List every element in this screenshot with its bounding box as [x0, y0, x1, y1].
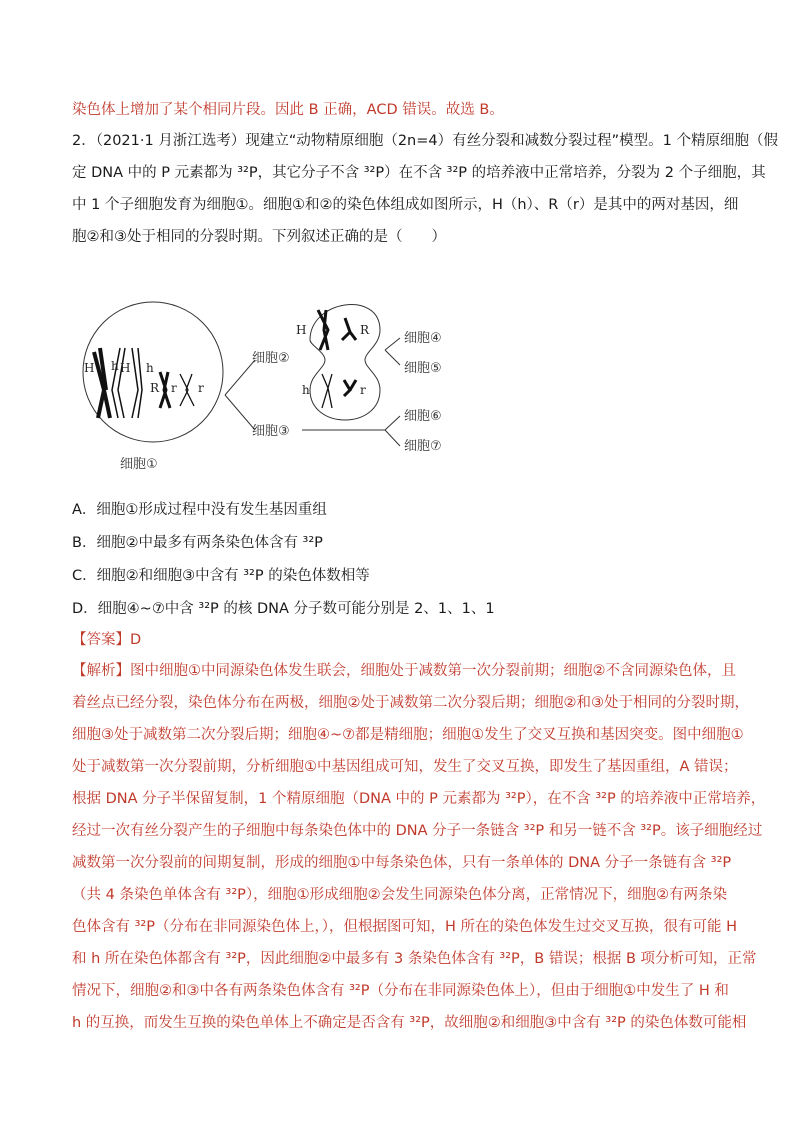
question-line-1: 2．（2021·1 月浙江选考）现建立“动物精原细胞（2n=4）有丝分裂和减数分裂过程”模型。1 个精原细胞（假	[72, 133, 778, 149]
answer-line: 【答案】D	[72, 632, 142, 648]
gene-label-h-2: h	[146, 361, 154, 375]
gene-label-R: R	[150, 381, 160, 395]
analysis-line-9: 色体含有 ³²P（分布在非同源染色体上，），但根据图可知，H 所在的染色体发生过交叉互换，很有可能 H	[72, 919, 737, 935]
analysis-line-7: 减数第一次分裂前的间期复制，形成的细胞①中每条染色体，只有一条单体的 DNA 分子一条链有含 ³²P	[72, 855, 732, 871]
analysis-line-1: 【解析】图中细胞①中同源染色体发生联会，细胞处于减数第一次分裂前期；细胞②不含同源染色体，且	[72, 663, 736, 679]
cell-7-label: 细胞⑦	[404, 439, 442, 454]
analysis-line-2: 着丝点已经分裂，染色体分布在两极，细胞②处于减数第二次分裂后期；细胞②和③处于相同的分裂时期，	[72, 695, 749, 711]
cell-4-label: 细胞④	[404, 331, 442, 346]
gene-label-r: r	[171, 381, 177, 395]
question-line-3: 中 1 个子细胞发育为细胞①。细胞①和②的染色体组成如图所示，H（h）、R（r）是其中的两对基因，细	[72, 197, 739, 213]
cell-2-gene-h: h	[302, 383, 310, 397]
cell-3-label: 细胞③	[252, 424, 290, 439]
intro-line: 染色体上增加了某个相同片段。因此 B 正确，ACD 错误。故选 B。	[72, 102, 504, 118]
cell-2-label: 细胞②	[252, 351, 290, 366]
gene-label-r-2: r	[198, 381, 204, 395]
gene-label-H-2: H	[120, 361, 131, 375]
question-line-4: 胞②和③处于相同的分裂时期。下列叙述正确的是（ ）	[72, 229, 446, 245]
question-line-2: 定 DNA 中的 P 元素都为 ³²P，其它分子不含 ³²P）在不含 ³²P 的培养液中正常培养，分裂为 2 个子细胞，其	[72, 165, 766, 181]
gene-label-H: H	[84, 361, 95, 375]
cell-2-gene-H: H	[296, 323, 307, 337]
option-D: D．细胞④~⑦中含 ³²P 的核 DNA 分子数可能分别是 2、1、1、1	[72, 601, 495, 617]
analysis-line-8: （共 4 条染色单体含有 ³²P），细胞①形成细胞②会发生同源染色体分离，正常情况下，细胞②有两条染	[72, 887, 728, 903]
cell-5-label: 细胞⑤	[404, 361, 442, 376]
analysis-line-5: 根据 DNA 分子半保留复制，1 个精原细胞（DNA 中的 P 元素都为 ³²P），在不含 ³²P 的培养液中正常培养，	[72, 791, 766, 807]
analysis-line-6: 经过一次有丝分裂产生的子细胞中每条染色体中的 DNA 分子一条链含 ³²P 和另一链不含 ³²P。该子细胞经过	[72, 823, 763, 839]
option-B: B．细胞②中最多有两条染色体含有 ³²P	[72, 535, 323, 551]
analysis-line-11: 情况下，细胞②和③中各有两条染色体含有 ³²P（分布在非同源染色体上），但由于细胞①中发生了 H 和	[72, 983, 729, 999]
cell-2-gene-R: R	[360, 323, 370, 337]
analysis-line-10: 和 h 所在染色体都含有 ³²P，因此细胞②中最多有 3 条染色体含有 ³²P，B 错误；根据 B 项分析可知，正常	[72, 951, 757, 967]
cell-division-figure	[80, 290, 480, 480]
analysis-line-3: 细胞③处于减数第二次分裂后期；细胞④~⑦都是精细胞；细胞①发生了交叉互换和基因突变。图中细胞①	[72, 727, 744, 743]
cell-6-label: 细胞⑥	[404, 409, 442, 424]
cell-1-chromosomes	[94, 348, 194, 418]
gene-label-h: h	[111, 359, 119, 373]
analysis-line-12: h 的互换，而发生互换的染色单体上不确定是否含有 ³²P，故细胞②和细胞③中含有 ³²P 的染色体数可能相	[72, 1015, 747, 1031]
cell-2-gene-r: r	[360, 383, 366, 397]
option-C: C．细胞②和细胞③中含有 ³²P 的染色体数相等	[72, 568, 370, 584]
cell-1-label: 细胞①	[120, 457, 158, 472]
analysis-line-4: 处于减数第一次分裂前期，分析细胞①中基因组成可知，发生了交叉互换，即发生了基因重组，A 错误；	[72, 759, 738, 775]
option-A: A．细胞①形成过程中没有发生基因重组	[72, 502, 327, 518]
